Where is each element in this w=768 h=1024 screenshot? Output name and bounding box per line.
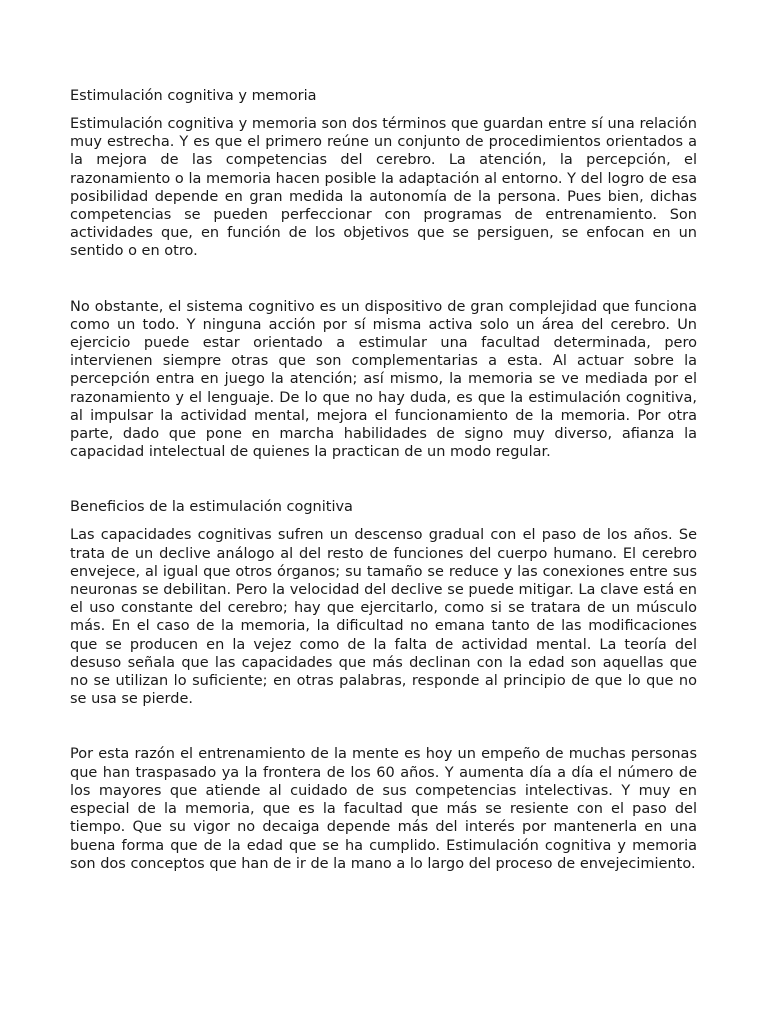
paragraph-spacer [70, 708, 697, 745]
section-heading-beneficios: Beneficios de la estimulación cognitiva [70, 499, 353, 516]
paragraph-2: No obstante, el sistema cognitivo es un dispositivo de gran complejidad que funciona como un todo. Y ninguna acción por sí misma activa solo un área del cerebro. Un ejercicio puede estar orientado a estimular una facultad determinada, pero intervienen siempre otras que son complementarias a esta. Al actuar sobre la percepción entra en juego la atención; así mismo, la memoria se ve mediada por el razonamiento y el lenguaje. De lo que no hay duda, es que la estimulación cognitiva, al impulsar la actividad mental, mejora el funcionamiento de la memoria. Por otra parte, dado que pone en marcha habilidades de signo muy diverso, afianza la capacidad intelectual de quienes la practican de un modo regular. [70, 298, 697, 461]
paragraph-spacer [70, 261, 697, 298]
document-page [70, 87, 697, 873]
paragraph-3: Las capacidades cognitivas sufren un descenso gradual con el paso de los años. Se trata de un declive análogo al del resto de funciones del cuerpo humano. El cerebro envejece, al igual que otros órganos; su tamaño se reduce y las conexiones entre sus neuronas se debilitan. Pero la velocidad del declive se puede mitigar. La clave está en el uso constante del cerebro; hay que ejercitarlo, como si se tratara de un músculo más. En el caso de la memoria, la dificultad no emana tanto de las modificaciones que se producen en la vejez como de la falta de actividad mental. La teoría del desuso señala que las capacidades que más declinan con la edad son aquellas que no se utilizan lo suficiente; en otras palabras, responde al principio de que lo que no se usa se pierde. [70, 527, 697, 708]
paragraph-4: Por esta razón el entrenamiento de la mente es hoy un empeño de muchas personas que han traspasado ya la frontera de los 60 años. Y aumenta día a día el número de los mayores que atiende al cuidado de sus competencias intelectivas. Y muy en especial de la memoria, que es la facultad que más se resiente con el paso del tiempo. Que su vigor no decaiga depende más del interés por mantenerla en una buena forma que de la edad que se ha cumplido. Estimulación cognitiva y memoria son dos conceptos que han de ir de la mano a lo largo del proceso de envejecimiento. [70, 746, 697, 872]
section-spacer [70, 461, 697, 498]
section-heading-estimulacion: Estimulación cognitiva y memoria [70, 88, 317, 104]
paragraph-1: Estimulación cognitiva y memoria son dos términos que guardan entre sí una relación muy estrecha. Y es que el primero reúne un conjunto de procedimientos orientados a la mejora de las competencias del cerebro. La atención, la percepción, el razonamiento o la memoria hacen posible la adaptación al entorno. Y del logro de esa posibilidad depende en gran medida la autonomía de la persona. Pues bien, dichas competencias se pueden perfeccionar con programas de entrenamiento. Son actividades que, en función de los objetivos que se persiguen, se enfocan en un sentido o en otro. [70, 116, 697, 260]
